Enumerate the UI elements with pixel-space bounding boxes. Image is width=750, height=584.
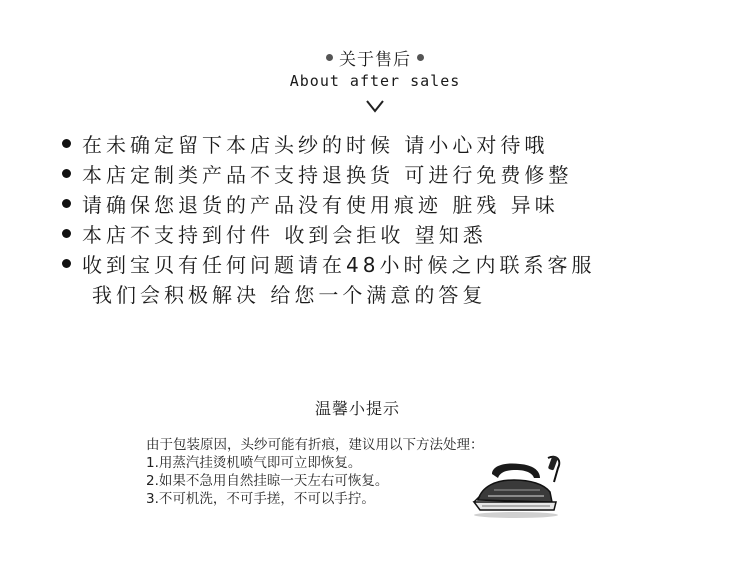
- tips-intro: 由于包装原因，头纱可能有折痕，建议用以下方法处理：: [146, 437, 484, 453]
- notice-item: [62, 248, 682, 278]
- notice-text: 在未确定留下本店头纱的时候 请小心对待哦: [82, 132, 549, 157]
- tip-item: 2.如果不急用自然挂晾一天左右可恢复。: [146, 473, 389, 489]
- notice-item: [62, 158, 682, 188]
- left-dot-icon: [326, 54, 333, 61]
- notice-item: [62, 188, 682, 218]
- notice-text: 我们会积极解决 给您一个满意的答复: [92, 282, 487, 307]
- bullet-icon: [62, 259, 71, 268]
- notice-item: [62, 218, 682, 248]
- about-after-sales-header: [0, 44, 750, 114]
- notice-text: 请确保您退货的产品没有使用痕迹 脏残 异味: [82, 192, 559, 217]
- notice-item-continuation: [62, 278, 682, 308]
- notice-item: [62, 128, 682, 158]
- notice-text: 本店不支持到付件 收到会拒收 望知悉: [82, 222, 487, 247]
- bullet-icon: [62, 229, 71, 238]
- right-dot-icon: [417, 54, 424, 61]
- iron-icon: [470, 452, 566, 522]
- title-row: [0, 44, 750, 70]
- page-subtitle: About after sales: [289, 72, 461, 90]
- page-title: 关于售后: [339, 49, 411, 70]
- tip-item: 1.用蒸汽挂烫机喷气即可立即恢复。: [146, 455, 362, 471]
- after-sales-notice-list: [62, 128, 682, 308]
- tip-item: 3.不可机洗，不可手搓，不可以手拧。: [146, 491, 375, 507]
- bullet-icon: [62, 139, 71, 148]
- notice-text: 收到宝贝有任何问题请在48小时候之内联系客服: [82, 252, 596, 277]
- chevron-down-icon: [364, 98, 386, 114]
- notice-text: 本店定制类产品不支持退换货 可进行免费修整: [82, 162, 573, 187]
- bullet-icon: [62, 199, 71, 208]
- tips-title: 温馨小提示: [314, 399, 400, 418]
- bullet-icon: [62, 169, 71, 178]
